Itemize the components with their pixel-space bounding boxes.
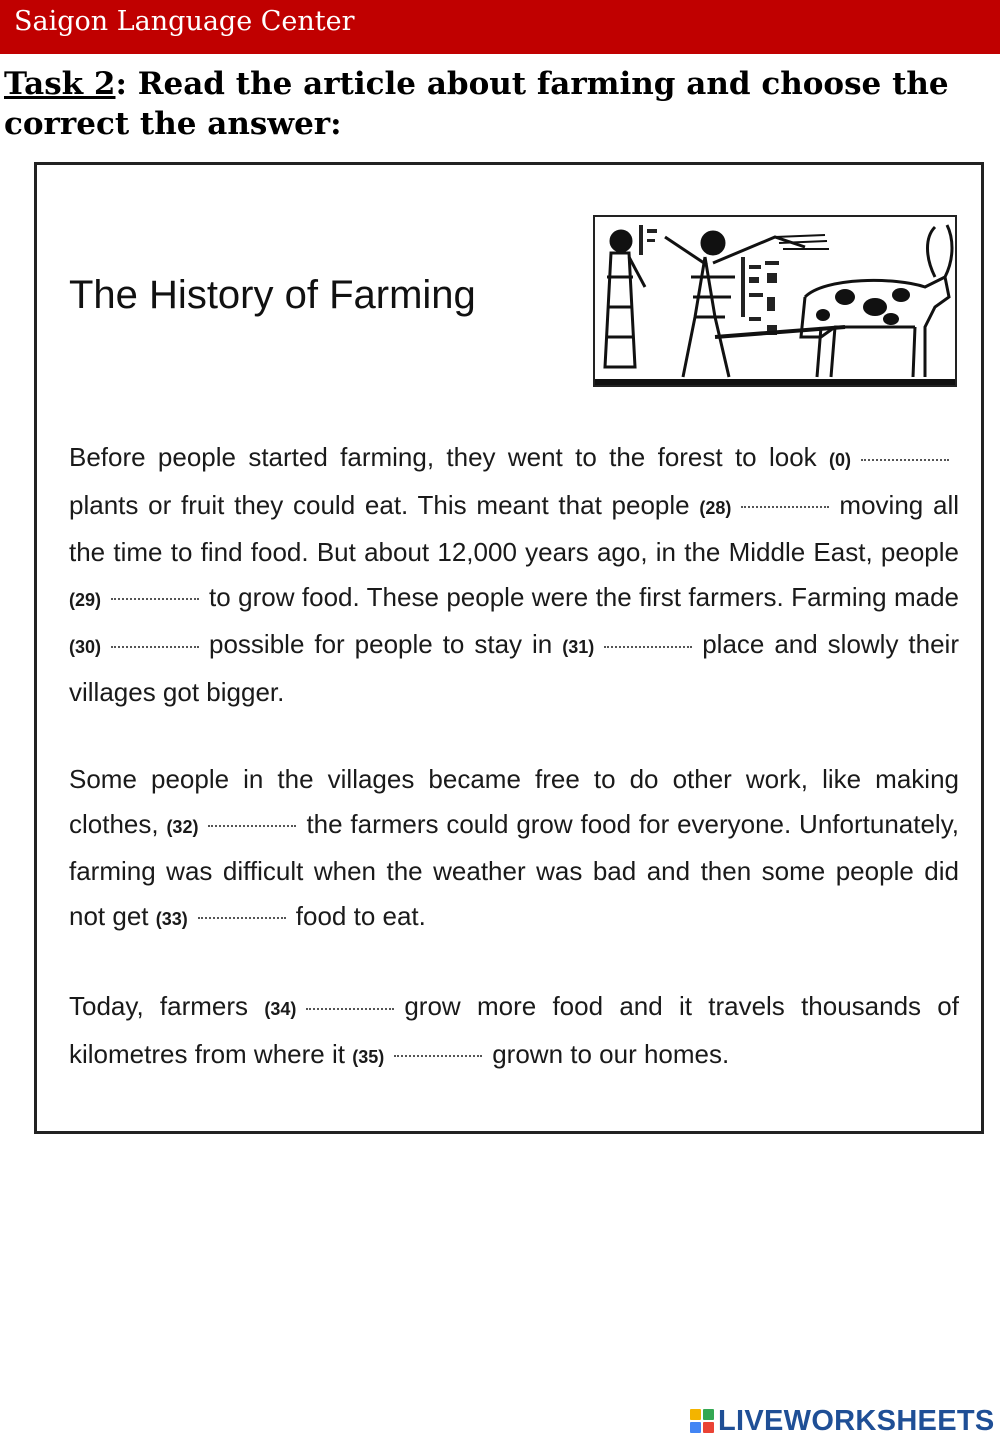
task-instruction <box>4 64 994 144</box>
task-label: Task 2 <box>4 66 116 102</box>
text-segment: food to eat. <box>295 900 426 931</box>
answer-blank-34[interactable] <box>306 1007 394 1010</box>
question-number-35: (35) <box>352 1046 385 1067</box>
answer-blank-35[interactable] <box>394 1054 482 1057</box>
article-body <box>69 435 959 1122</box>
answer-blank-0[interactable] <box>861 458 949 461</box>
answer-blank-30[interactable] <box>111 645 199 648</box>
question-number-32: (32) <box>166 816 199 837</box>
paragraph-2 <box>69 757 959 941</box>
text-segment: the farmers could grow food for everyone. Unfortunately, farming was difficult when the weather was bad and then some people did not get <box>69 808 959 931</box>
paragraph-3 <box>69 984 959 1079</box>
question-number-30: (30) <box>69 637 102 657</box>
answer-blank-28[interactable] <box>741 505 829 508</box>
liveworksheets-logo-icon <box>690 1409 714 1433</box>
text-segment: place and slowly their villages got bigger. <box>69 629 959 707</box>
text-segment: possible for people to stay in <box>209 629 553 659</box>
article-box <box>34 162 984 1134</box>
text-segment: grow more food and it travels thousands of kilometres from where it <box>69 991 959 1069</box>
question-number-0: (0) <box>828 450 851 470</box>
text-segment: to grow food. These people were the first farmers. Farming made <box>209 581 959 612</box>
question-number-33: (33) <box>155 908 188 929</box>
egyptian-farming-mural-icon <box>593 215 957 387</box>
answer-blank-33[interactable] <box>198 916 286 919</box>
question-number-29: (29) <box>69 589 102 610</box>
article-title: The History of Farming <box>69 273 476 317</box>
text-segment: Before people started farming, they went to the forest to look <box>69 442 817 472</box>
task-text: : Read the article about farming and choose the correct the answer: <box>4 66 949 142</box>
text-segment: plants or fruit they could eat. This meant that people <box>69 489 690 520</box>
answer-blank-31[interactable] <box>604 645 692 648</box>
question-number-31: (31) <box>562 637 595 657</box>
answer-blank-29[interactable] <box>111 597 199 600</box>
text-segment: Some people in the villages became free to do other work, like making clothes, <box>69 764 959 839</box>
liveworksheets-logo[interactable] <box>690 1404 995 1438</box>
text-segment: moving all the time to find food. But about 12,000 years ago, in the Middle East, people <box>69 489 960 567</box>
paragraph-1 <box>69 435 959 714</box>
question-number-34: (34) <box>264 999 297 1019</box>
logo-text: LIVEWORKSHEETS <box>718 1404 995 1437</box>
header-title: Saigon Language Center <box>14 6 355 37</box>
text-segment: grown to our homes. <box>492 1038 730 1069</box>
text-segment: Today, farmers <box>69 991 249 1021</box>
answer-blank-32[interactable] <box>208 824 296 827</box>
question-number-28: (28) <box>699 497 732 518</box>
header-bar <box>0 0 1000 54</box>
